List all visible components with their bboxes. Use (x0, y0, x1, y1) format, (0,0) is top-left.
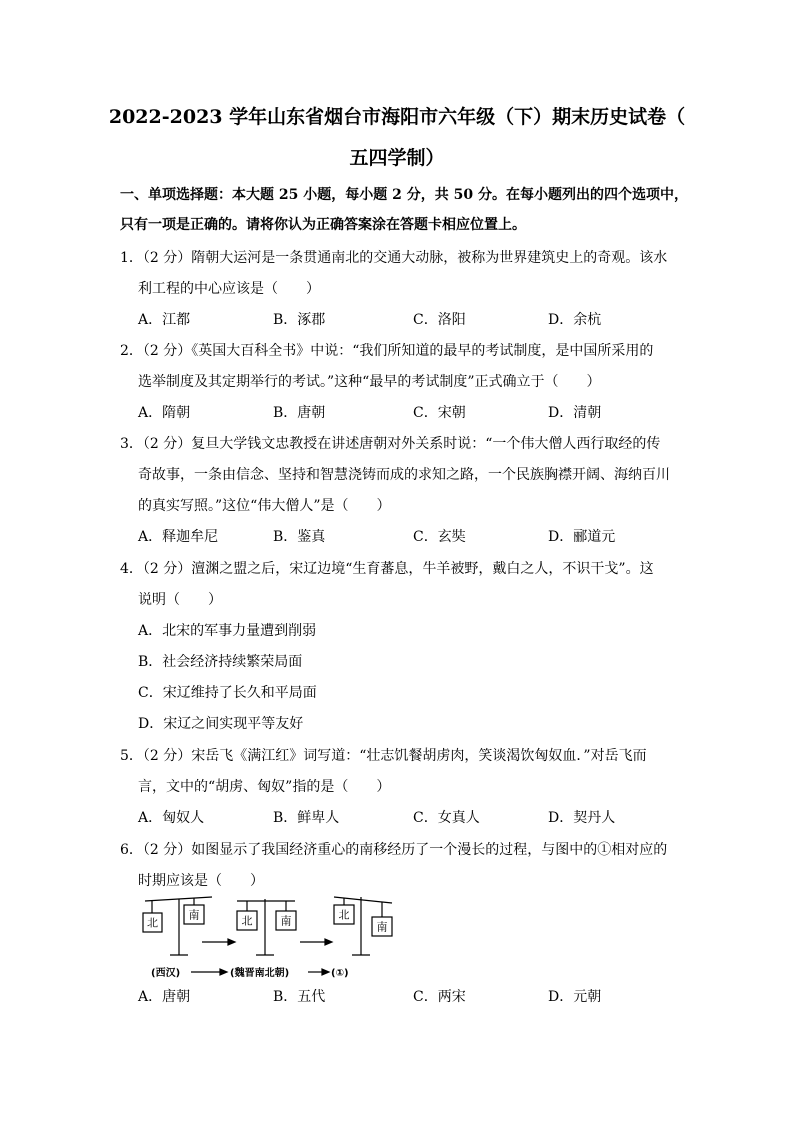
question-6-option-b: B．五代 (273, 989, 326, 1005)
question-4-line1: 4．（2 分）澶渊之盟之后，宋辽边境“生育蕃息，牛羊被野，戴白之人，不识干戈”。这 (120, 561, 654, 577)
question-3-line1: 3．（2 分）复旦大学钱文忠教授在讲述唐朝对外关系时说：“一个伟大僧人西行取经的传 (120, 436, 661, 452)
question-6-line1: 6．（2 分）如图显示了我国经济重心的南移经历了一个漫长的过程，与图中的①相对应的 (120, 842, 668, 858)
question-6-option-a: A．唐朝 (138, 989, 191, 1005)
scale3-south-label: 南 (376, 920, 388, 934)
question-1-option-a: A．江都 (138, 312, 191, 328)
question-1-option-d: D．余杭 (548, 312, 602, 328)
question-5-option-b: B．鲜卑人 (273, 810, 340, 826)
scale1-north-label: 北 (147, 916, 158, 930)
section-instruction-line2: 只有一项是正确的。请将你认为正确答案涂在答题卡相应位置上。 (120, 217, 526, 233)
caption-period-1: (①) (331, 968, 349, 979)
caption-wei-jin: (魏晋南北朝) (230, 968, 290, 979)
question-1-line1: 1．（2 分）隋朝大运河是一条贯通南北的交通大动脉，被称为世界建筑史上的奇观。该水 (120, 250, 668, 266)
question-4-option-c: C．宋辽维持了长久和平局面 (138, 685, 317, 701)
question-4-option-b: B．社会经济持续繁荣局面 (138, 654, 303, 670)
question-3-option-b: B．鉴真 (273, 529, 326, 545)
question-3-option-c: C．玄奘 (413, 529, 466, 545)
question-5-line2: 言，文中的“胡虏、匈奴”指的是（ ） (138, 779, 391, 795)
question-3-option-d: D．郦道元 (548, 529, 616, 545)
question-1-option-b: B．涿郡 (273, 312, 326, 328)
question-2-option-a: A．隋朝 (138, 405, 191, 421)
question-2-line2: 选举制度及其定期举行的考试。”这种“最早的考试制度”正式确立于（ ） (138, 374, 601, 390)
question-6-option-d: D．元朝 (548, 989, 602, 1005)
question-3-line3: 的真实写照。”这位“伟大僧人”是（ ） (138, 498, 391, 514)
section-instruction-line1: 一、单项选择题：本大题 25 小题，每小题 2 分，共 50 分。在每小题列出的四个选项中， (120, 187, 688, 203)
question-6-option-c: C．两宋 (413, 989, 466, 1005)
question-3-line2: 奇故事，一条由信念、坚持和智慧浇铸而成的求知之路，一个民族胸襟开阔、海纳百川 (138, 467, 670, 483)
question-4-option-a: A．北宋的军事力量遭到削弱 (138, 623, 317, 639)
question-1-line2: 利工程的中心应该是（ ） (138, 281, 320, 297)
question-3-option-a: A．释迦牟尼 (138, 529, 219, 545)
question-2-option-b: B．唐朝 (273, 405, 326, 421)
scale2-north-label: 北 (241, 914, 253, 928)
caption-west-han: (西汉) (151, 968, 181, 979)
question-5-option-a: A．匈奴人 (138, 810, 205, 826)
question-1-option-c: C．洛阳 (413, 312, 466, 328)
question-5-line1: 5．（2 分）宋岳飞《满江红》词写道：“壮志饥餐胡虏肉，笑谈渴饮匈奴血．”对岳飞而 (120, 748, 647, 764)
exam-title-line2: 五四学制） (349, 147, 445, 169)
question-2-option-d: D．清朝 (548, 405, 602, 421)
exam-title-line1: 2022-2023 学年山东省烟台市海阳市六年级（下）期末历史试卷（ (108, 106, 686, 128)
question-5-option-c: C．女真人 (413, 810, 480, 826)
question-4-option-d: D．宋辽之间实现平等友好 (138, 716, 304, 732)
question-2-line1: 2．（2 分）《英国大百科全书》中说：“我们所知道的最早的考试制度，是中国所采用的 (120, 343, 654, 359)
question-4-line2: 说明（ ） (138, 592, 222, 608)
question-2-option-c: C．宋朝 (413, 405, 466, 421)
question-6-line2: 时期应该是（ ） (138, 873, 264, 889)
scale2-south-label: 南 (280, 914, 292, 928)
scale3-north-label: 北 (338, 908, 350, 922)
economic-center-balance-diagram (140, 893, 400, 985)
scale1-south-label: 南 (188, 908, 200, 922)
question-5-option-d: D．契丹人 (548, 810, 616, 826)
